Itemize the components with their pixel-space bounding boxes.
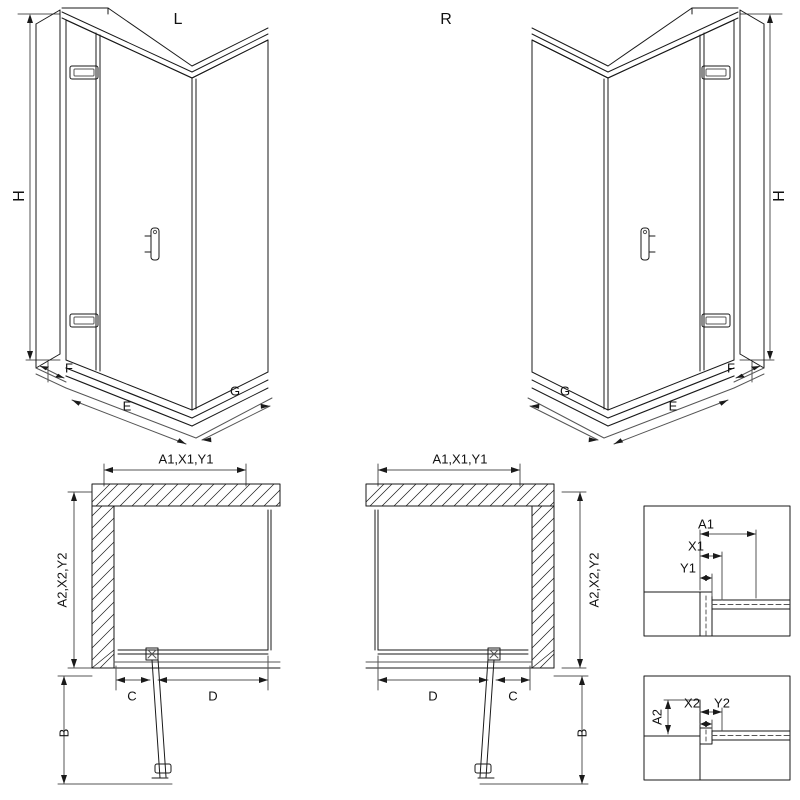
iso-left-dim-f: F <box>65 360 73 376</box>
iso-right-dim-f: F <box>727 360 735 376</box>
plan-left-dim-b: B <box>56 728 72 738</box>
plan-left-dim-side: A2,X2,Y2 <box>54 552 70 608</box>
plan-right-dim-b: B <box>574 728 590 738</box>
iso-right-dim-h: H <box>771 190 788 202</box>
iso-left-dim-e: E <box>122 398 132 414</box>
iso-left-title: L <box>173 11 183 28</box>
detail-top-dim-x1: X1 <box>688 538 704 554</box>
plan-right-dim-c: C <box>508 688 518 704</box>
iso-left-dim-g: G <box>229 383 241 399</box>
iso-left-dim-h: H <box>11 190 28 202</box>
detail-bottom-dim-x2: X2 <box>684 695 700 711</box>
plan-left-dim-top: A1,X1,Y1 <box>158 451 214 467</box>
detail-bottom-dim-a2: A2 <box>649 709 665 725</box>
detail-top-dim-a1: A1 <box>698 516 714 532</box>
detail-top-dim-y1: Y1 <box>680 560 696 576</box>
plan-right-dim-side: A2,X2,Y2 <box>586 552 602 608</box>
plan-view-right <box>366 464 588 784</box>
plan-view-left <box>54 464 280 784</box>
detail-bottom-dim-y2: Y2 <box>714 695 730 711</box>
iso-view-left <box>18 8 272 444</box>
iso-view-right <box>528 8 782 444</box>
iso-right-dim-e: E <box>668 398 678 414</box>
detail-view-bottom <box>644 676 790 780</box>
iso-right-dim-g: G <box>559 383 571 399</box>
detail-view-top <box>644 506 790 636</box>
plan-left-dim-c: C <box>127 688 137 704</box>
plan-right-dim-d: D <box>428 688 438 704</box>
iso-right-title: R <box>440 11 452 28</box>
plan-left-dim-d: D <box>208 688 218 704</box>
plan-right-dim-top: A1,X1,Y1 <box>432 451 488 467</box>
